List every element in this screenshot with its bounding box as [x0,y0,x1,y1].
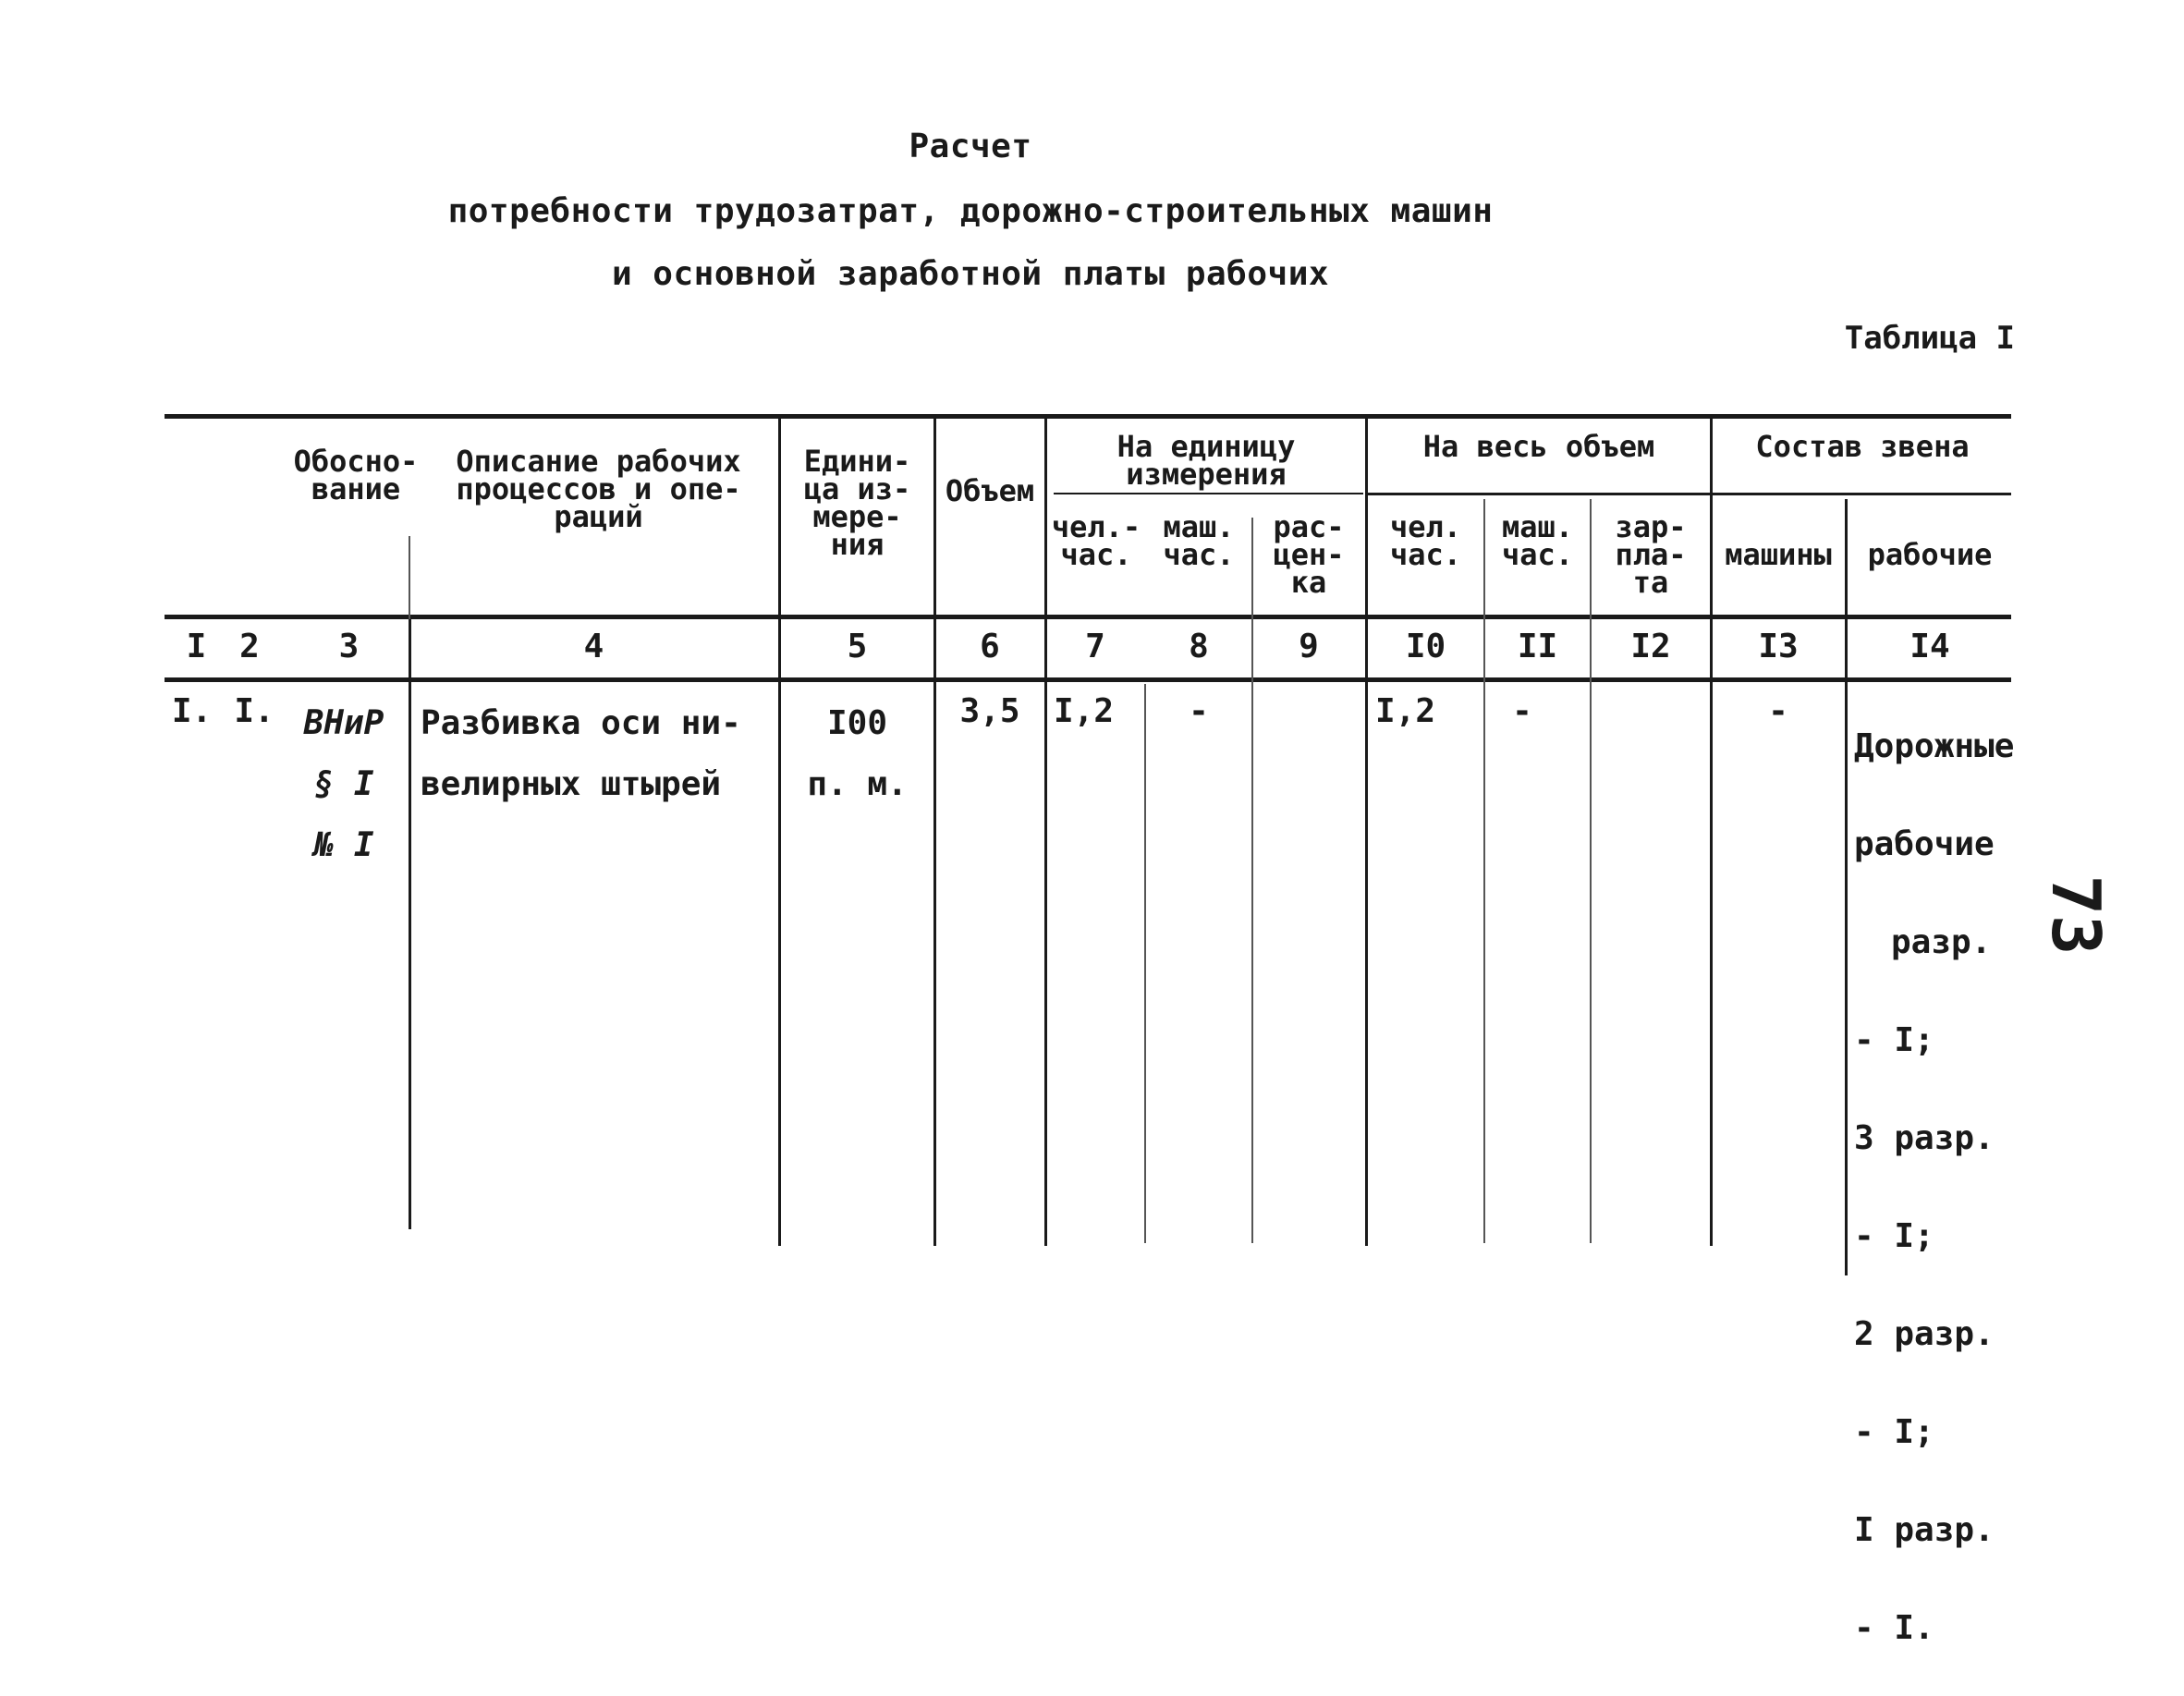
col-divider-7 [1144,684,1146,1243]
table-top-rule [165,414,2011,419]
crew-line: Дорожные [1854,727,2015,765]
crew-line: разр. [1891,923,1992,961]
row-obosnovanie: ВНиР § I № I [303,704,384,864]
header-na-ves-obem: На весь объем [1422,429,1655,464]
subheader-rule-unit [1054,493,1363,494]
column-number: I3 [1758,628,1799,665]
crew-line: I разр. [1854,1511,1995,1549]
header-opisanie: Описание рабочих процессов и опе- раций [456,444,741,534]
row-mashiny: - [1768,692,1788,730]
column-number: 4 [583,628,604,665]
page-number: 73 [2037,874,2115,956]
col-divider-3 [409,536,410,621]
row-subnumber: I. [234,692,275,730]
document-subtitle-line2: и основной заработной платы рабочих [611,255,1330,293]
table-label: Таблица I [1844,320,2015,357]
header-zarplata: зар- пла- та [1615,509,1687,600]
col-divider-11 [1590,499,1592,1243]
column-number: 8 [1189,628,1209,665]
document-title: Расчет [909,128,1032,165]
col-divider-13 [1845,499,1848,1275]
column-number: 5 [847,628,868,665]
header-chel-chas: чел.- час. [1051,509,1141,572]
row-chel-chas: I,2 [1054,692,1115,730]
header-rabochie: рабочие [1867,537,1993,572]
crew-line: - I. [1854,1609,1934,1647]
row-opisanie: Разбивка оси ни- велирных штырей [421,704,741,803]
header-chel-chas-total: чел. час. [1389,509,1462,572]
crew-line: рабочие [1854,825,1995,863]
header-bottom-rule [165,615,2011,619]
column-number: 6 [980,628,1000,665]
row-edinica: I00 п. м. [807,704,908,803]
column-number: 3 [338,628,360,665]
row-mash-chas: - [1189,692,1209,730]
col-divider-10 [1483,499,1485,1243]
header-na-edinicu: На единицу измерения [1116,429,1296,492]
column-number: I [186,628,207,665]
subheader-rule-total [1368,493,2011,495]
col-divider-5 [933,414,936,1246]
col-divider-12 [1710,414,1713,1246]
column-number: II [1517,628,1558,665]
header-obosnovanie: Обосно- вание [293,444,419,506]
row-chel-chas-total: I,2 [1375,692,1436,730]
column-number: 7 [1085,628,1105,665]
header-edinica: Едини- ца из- мере- ния [803,444,911,562]
header-obem: Объем [945,473,1035,508]
column-number: 2 [239,628,260,665]
header-rascenka: рас- цен- ка [1273,509,1345,600]
document-subtitle-line1: потребности трудозатрат, дорожно-строительных машин [447,192,1494,230]
column-number: I2 [1630,628,1671,665]
column-numbers-rule [165,677,2011,682]
header-sostav-zvena: Состав звена [1755,429,1970,464]
header-mash-chas: маш. час. [1163,509,1235,572]
column-number: I4 [1909,628,1950,665]
row-obem: 3,5 [959,692,1020,730]
header-mashiny: машины [1725,537,1832,572]
crew-line: 3 разр. [1854,1119,1995,1157]
col-divider-8 [1251,518,1253,1243]
column-number: 9 [1299,628,1319,665]
crew-line: 2 разр. [1854,1315,1995,1353]
column-number: I0 [1405,628,1446,665]
crew-line: - I; [1854,1413,1934,1451]
row-mash-chas-total: - [1512,692,1532,730]
crew-line: - I; [1854,1217,1934,1255]
row-rabochie [1854,679,2013,1696]
row-number: I. [171,692,213,730]
crew-line: - I; [1854,1021,1934,1059]
header-mash-chas-total: маш. час. [1501,509,1574,572]
col-divider-3-body [409,619,411,1229]
